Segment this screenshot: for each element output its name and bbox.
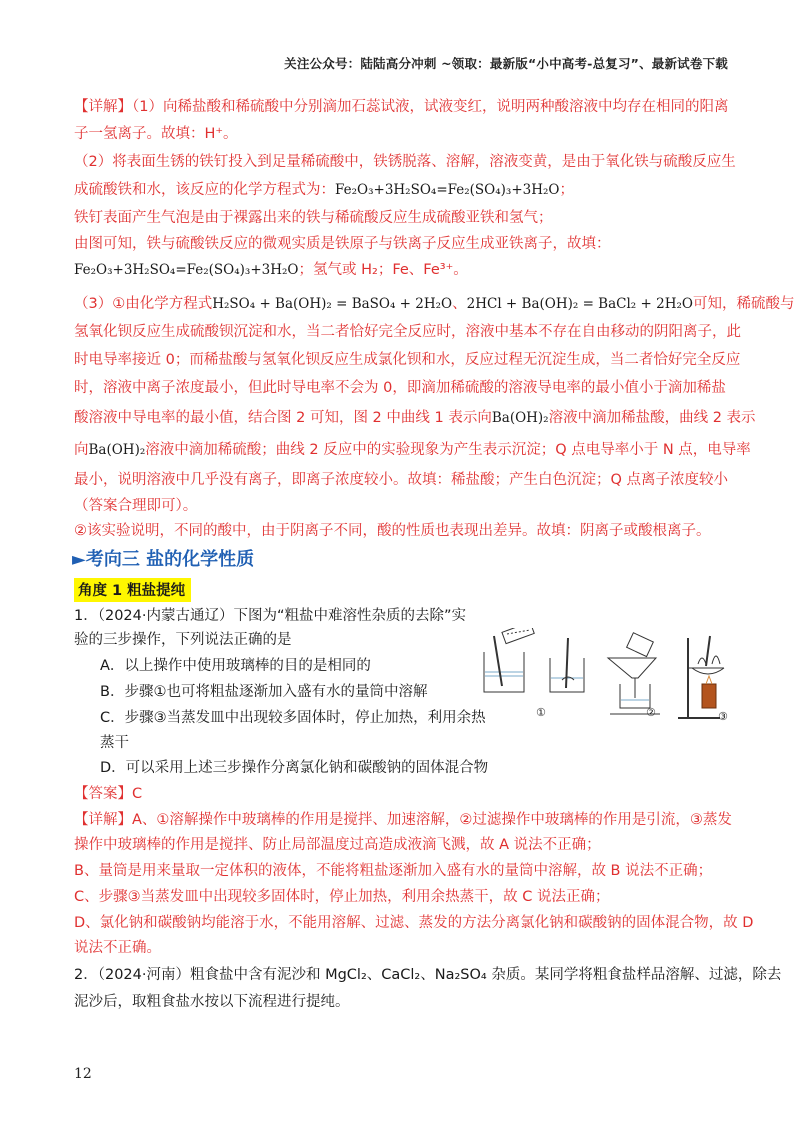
subtopic-tag: 角度 1 粗盐提纯: [74, 578, 191, 602]
text: 向: [74, 442, 89, 458]
text: 、: [452, 296, 467, 312]
detail-line: 时电导率接近 0；而稀盐酸与氢氧化钡反应生成氯化钡和水，反应过程无沉淀生成，当二者恰好完全反应: [74, 352, 741, 368]
detail-line: [74, 260, 730, 280]
equation-hcl-baoh2: 2HCl + Ba(OH)₂ = BaCl₂ + 2H₂O: [466, 296, 693, 312]
page-header: 关注公众号：陆陆高分冲刺 ~领取：最新版“小中高考-总复习”、最新试卷下载: [284, 56, 728, 71]
text: 溶液中滴加稀盐酸，曲线 2 表示: [548, 410, 756, 426]
detail-line: 【详解】（1）向稀盐酸和稀硫酸中分别滴加石蕊试液，试液变红，说明两种酸溶液中均存在相同的阳离: [74, 99, 729, 115]
question-stem: 验的三步操作，下列说法正确的是: [74, 632, 292, 648]
experiment-figure: [480, 628, 742, 723]
detail-line: 铁钉表面产生气泡是由于裸露出来的铁与稀硫酸反应生成硫酸亚铁和氢气；: [74, 210, 553, 226]
equation-h2so4-baoh2: H₂SO₄ + Ba(OH)₂ = BaSO₄ + 2H₂O: [212, 296, 453, 312]
detail-line: 子一氢离子。故填：H⁺。: [74, 126, 238, 142]
text: ；氢气或 H₂；Fe、Fe³⁺。: [298, 262, 468, 278]
detail-line: B、量筒是用来量取一定体积的液体，不能将粗盐逐渐加入盛有水的量筒中溶解，故 B 说法不正确；: [74, 863, 713, 879]
question-stem: 1．（2024·内蒙古通辽）下图为“粗盐中难溶性杂质的去除”实: [74, 608, 467, 624]
formula-baoh2: Ba(OH)₂: [491, 410, 549, 426]
detail-line: [74, 440, 751, 460]
formula-baoh2: Ba(OH)₂: [88, 442, 146, 458]
section-title-text: ►考向三 盐的化学性质: [72, 549, 255, 570]
text: 溶液中滴加稀硫酸；曲线 2 反应中的实验现象为产生表示沉淀；Q 点电导率小于 N 点，电导率: [145, 442, 751, 458]
figure-label: ①: [536, 706, 546, 719]
detail-line: 时，溶液中离子浓度最小，但此时导电率不会为 0，即滴加稀硫酸的溶液导电率的最小值小于滴加稀盐: [74, 380, 726, 396]
detail-line: C、步骤③当蒸发皿中出现较多固体时，停止加热，利用余热蒸干，故 C 说法正确；: [74, 889, 610, 905]
dissolving-step-2: [550, 638, 584, 692]
equation-fe2o3-h2so4: Fe₂O₃+3H₂SO₄=Fe₂(SO₄)₃+3H₂O: [335, 182, 560, 198]
dissolving-step: [484, 628, 534, 692]
detail-line: 【详解】A、①溶解操作中玻璃棒的作用是搅拌、加速溶解，②过滤操作中玻璃棒的作用是引流，③蒸发: [74, 812, 732, 828]
figure-label: ③: [718, 710, 728, 723]
detail-line: ②该实验说明，不同的酸中，由于阴离子不同，酸的性质也表现出差异。故填：阴离子或酸根离子。: [74, 523, 711, 539]
page-number: 12: [74, 1066, 92, 1082]
detail-line: [74, 408, 756, 428]
option-c-continued: 蒸干: [100, 735, 129, 751]
detail-line: [74, 294, 795, 314]
option-a: A．以上操作中使用玻璃棒的目的是相同的: [100, 658, 371, 674]
option-c: C．步骤③当蒸发皿中出现较多固体时，停止加热，利用余热: [100, 710, 486, 726]
text: 成硫酸铁和水，该反应的化学方程式为：: [74, 182, 335, 198]
section-title: [72, 545, 254, 571]
detail-line: D、氯化钠和碳酸钠均能溶于水，不能用溶解、过滤、蒸发的方法分离氯化钠和碳酸钠的固体混合物，故 D: [74, 915, 754, 931]
detail-line: 氢氧化钡反应生成硫酸钡沉淀和水，当二者恰好完全反应时，溶液中基本不存在自由移动的阴阳离子，此: [74, 324, 741, 340]
equation-fe2o3-h2so4: Fe₂O₃+3H₂SO₄=Fe₂(SO₄)₃+3H₂O: [74, 262, 299, 278]
text: （3）①由化学方程式: [74, 296, 213, 312]
option-d: D．可以采用上述三步操作分离氯化钠和碳酸钠的固体混合物: [100, 760, 489, 776]
filtration-step: [608, 633, 660, 714]
evaporation-step: [678, 636, 724, 718]
detail-line: 说法不正确。: [74, 940, 161, 956]
text: ；: [559, 182, 574, 198]
detail-line: （答案合理即可）。: [74, 498, 198, 514]
option-b: B．步骤①也可将粗盐逐渐加入盛有水的量筒中溶解: [100, 684, 428, 700]
answer-line: 【答案】C: [74, 786, 143, 802]
text: 酸溶液中导电率的最小值，结合图 2 可知，图 2 中曲线 1 表示向: [74, 410, 492, 426]
detail-line: 由图可知，铁与硫酸铁反应的微观实质是铁原子与铁离子反应生成亚铁离子，故填：: [74, 236, 611, 252]
text: 可知，稀硫酸与: [692, 296, 795, 312]
question-stem: 2．（2024·河南）粗食盐中含有泥沙和 MgCl₂、CaCl₂、Na₂SO₄ 杂质。某同学将粗食盐样品溶解、过滤，除去: [74, 967, 782, 983]
detail-line: 最小，说明溶液中几乎没有离子，即离子浓度较小。故填：稀盐酸；产生白色沉淀；Q 点离子浓度较小: [74, 472, 729, 488]
detail-line: [74, 180, 730, 200]
detail-line: 操作中玻璃棒的作用是搅拌、防止局部温度过高造成液滴飞溅，故 A 说法不正确；: [74, 837, 601, 853]
detail-line: （2）将表面生锈的铁钉投入到足量稀硫酸中，铁锈脱落、溶解，溶液变黄，是由于氧化铁与硫酸反应生: [74, 154, 736, 170]
figure-label: ②: [646, 706, 656, 719]
question-stem: 泥沙后，取粗食盐水按以下流程进行提纯。: [74, 994, 350, 1010]
